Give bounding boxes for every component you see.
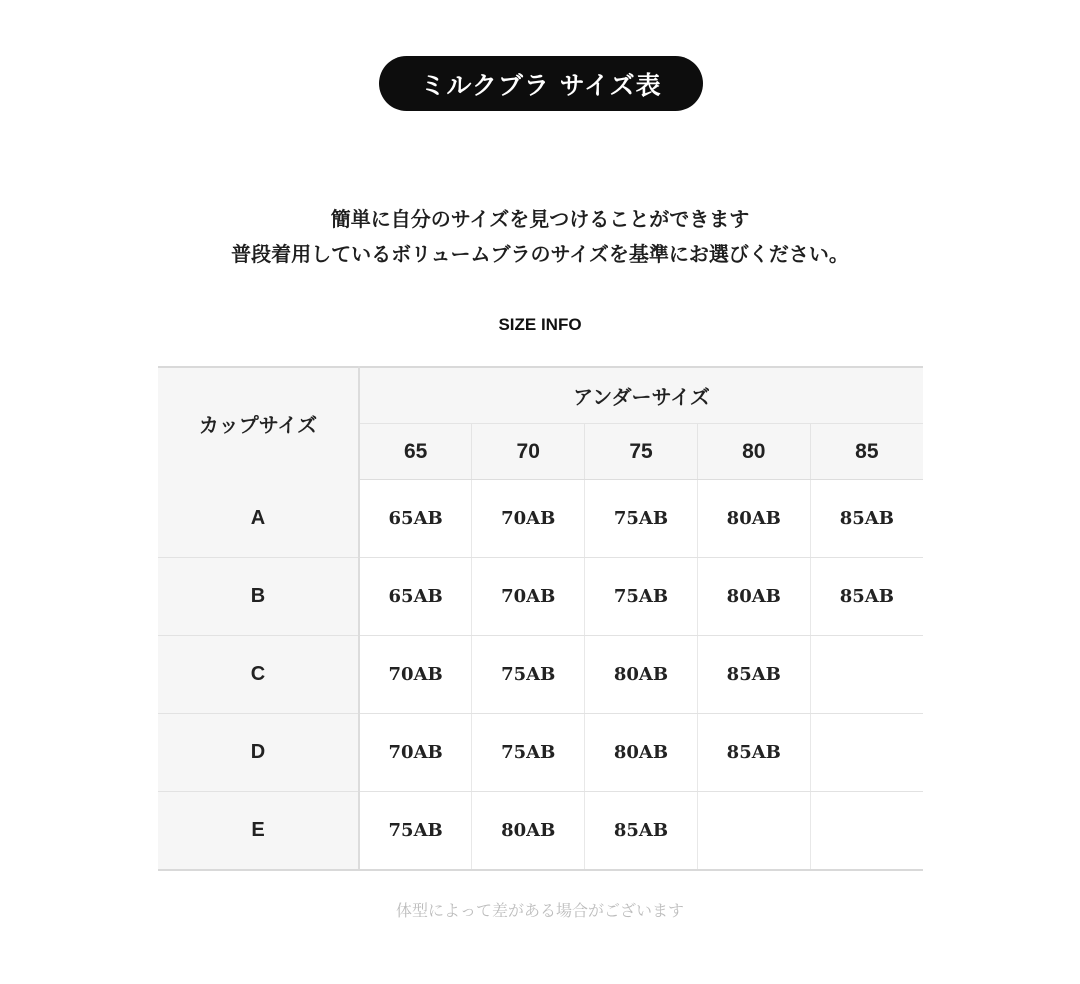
size-cell: 75AB: [585, 480, 698, 558]
size-cell: 75AB: [585, 558, 698, 636]
size-table: [158, 366, 923, 871]
table-row: [158, 714, 923, 792]
size-cell: [810, 792, 923, 871]
under-size-header: アンダーサイズ: [359, 367, 923, 424]
table-row: [158, 792, 923, 871]
under-size-label: 80: [697, 424, 810, 480]
cup-size-header: カップサイズ: [158, 367, 359, 480]
under-size-label: 70: [472, 424, 585, 480]
size-cell: 85AB: [697, 636, 810, 714]
footnote: 体型によって差がある場合がございます: [395, 901, 684, 920]
size-cell: 80AB: [472, 792, 585, 871]
page-title: ミルクブラ サイズ表: [420, 70, 662, 100]
table-row: [158, 480, 923, 558]
size-cell: 75AB: [472, 714, 585, 792]
under-size-label: 65: [359, 424, 472, 480]
size-cell: 80AB: [697, 480, 810, 558]
intro-line-2: 普段着用しているボリュームブラのサイズを基準にお選びください。: [231, 242, 849, 266]
cup-label: B: [158, 558, 359, 636]
size-cell: 70AB: [359, 714, 472, 792]
cup-label: A: [158, 480, 359, 558]
title-badge: [379, 56, 703, 111]
size-cell: 65AB: [359, 558, 472, 636]
table-row: [158, 558, 923, 636]
size-cell: 80AB: [585, 714, 698, 792]
size-cell: 70AB: [472, 480, 585, 558]
size-cell: 85AB: [697, 714, 810, 792]
section-title: SIZE INFO: [498, 315, 582, 334]
under-size-label: 75: [585, 424, 698, 480]
size-cell: [810, 714, 923, 792]
size-cell: 85AB: [585, 792, 698, 871]
size-cell: 80AB: [697, 558, 810, 636]
size-cell: 70AB: [359, 636, 472, 714]
cup-label: D: [158, 714, 359, 792]
size-cell: 75AB: [359, 792, 472, 871]
size-cell: 85AB: [810, 480, 923, 558]
size-cell: 70AB: [472, 558, 585, 636]
table-row: [158, 636, 923, 714]
size-cell: 75AB: [472, 636, 585, 714]
size-cell: 85AB: [810, 558, 923, 636]
cup-label: C: [158, 636, 359, 714]
size-cell: 80AB: [585, 636, 698, 714]
cup-label: E: [158, 792, 359, 871]
under-size-label: 85: [810, 424, 923, 480]
size-cell: [697, 792, 810, 871]
size-cell: 65AB: [359, 480, 472, 558]
size-cell: [810, 636, 923, 714]
intro-line-1: 簡単に自分のサイズを見つけることができます: [330, 207, 750, 231]
